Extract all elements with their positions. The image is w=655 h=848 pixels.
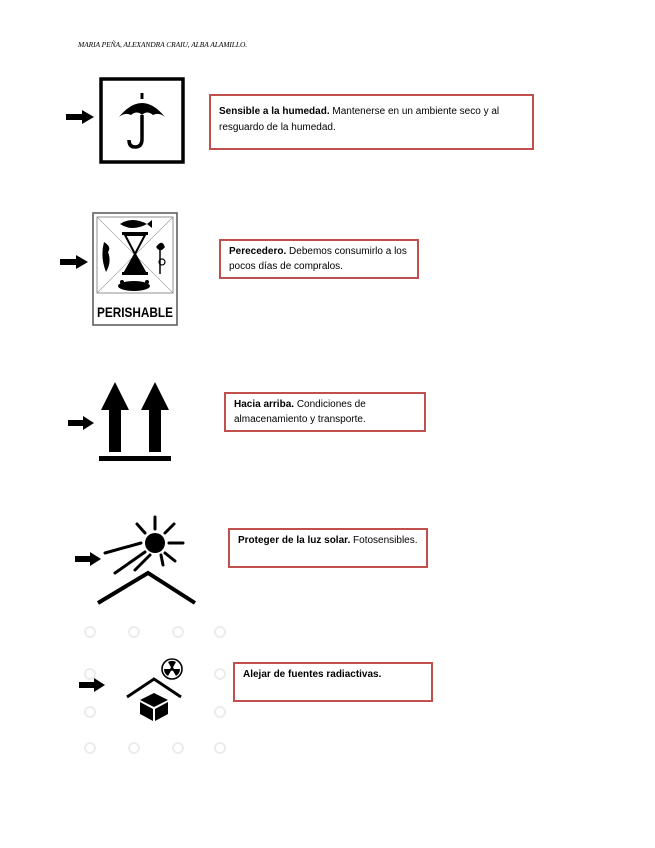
caption-text: Condiciones de almacenamiento y transporte. — [234, 399, 366, 425]
radiation-icon — [124, 657, 186, 723]
caption-title: Sensible a la humedad. — [219, 106, 330, 117]
caption-perishable — [219, 239, 419, 279]
caption-title: Perecedero. — [229, 246, 287, 257]
arrow-icon — [68, 416, 96, 430]
caption-this-way-up — [224, 392, 426, 432]
arrow-icon — [79, 678, 107, 692]
perishable-icon — [92, 212, 178, 326]
caption-text: Fotosensibles. — [350, 535, 418, 546]
caption-sunlight — [228, 528, 428, 568]
caption-text: Debemos consumirlo a los pocos días de compralos. — [229, 246, 407, 272]
caption-title: Proteger de la luz solar. — [238, 535, 351, 546]
this-way-up-icon — [98, 380, 172, 464]
caption-title: Hacia arriba. — [234, 399, 295, 410]
caption-text: Mantenerse en un ambiente seco y al resguardo de la humedad. — [219, 106, 500, 133]
document-header: MARIA PEÑA, ALEXANDRA CRAIU, ALBA ALAMILLO. — [78, 40, 248, 49]
sunlight-icon — [95, 515, 197, 607]
umbrella-icon — [99, 77, 185, 164]
perishable-label: PERISHABLE — [97, 304, 173, 320]
caption-radiation — [233, 662, 433, 702]
arrow-icon — [66, 110, 96, 124]
caption-title: Alejar de fuentes radiactivas. — [243, 669, 382, 680]
caption-humidity — [209, 94, 534, 150]
arrow-icon — [60, 255, 90, 269]
